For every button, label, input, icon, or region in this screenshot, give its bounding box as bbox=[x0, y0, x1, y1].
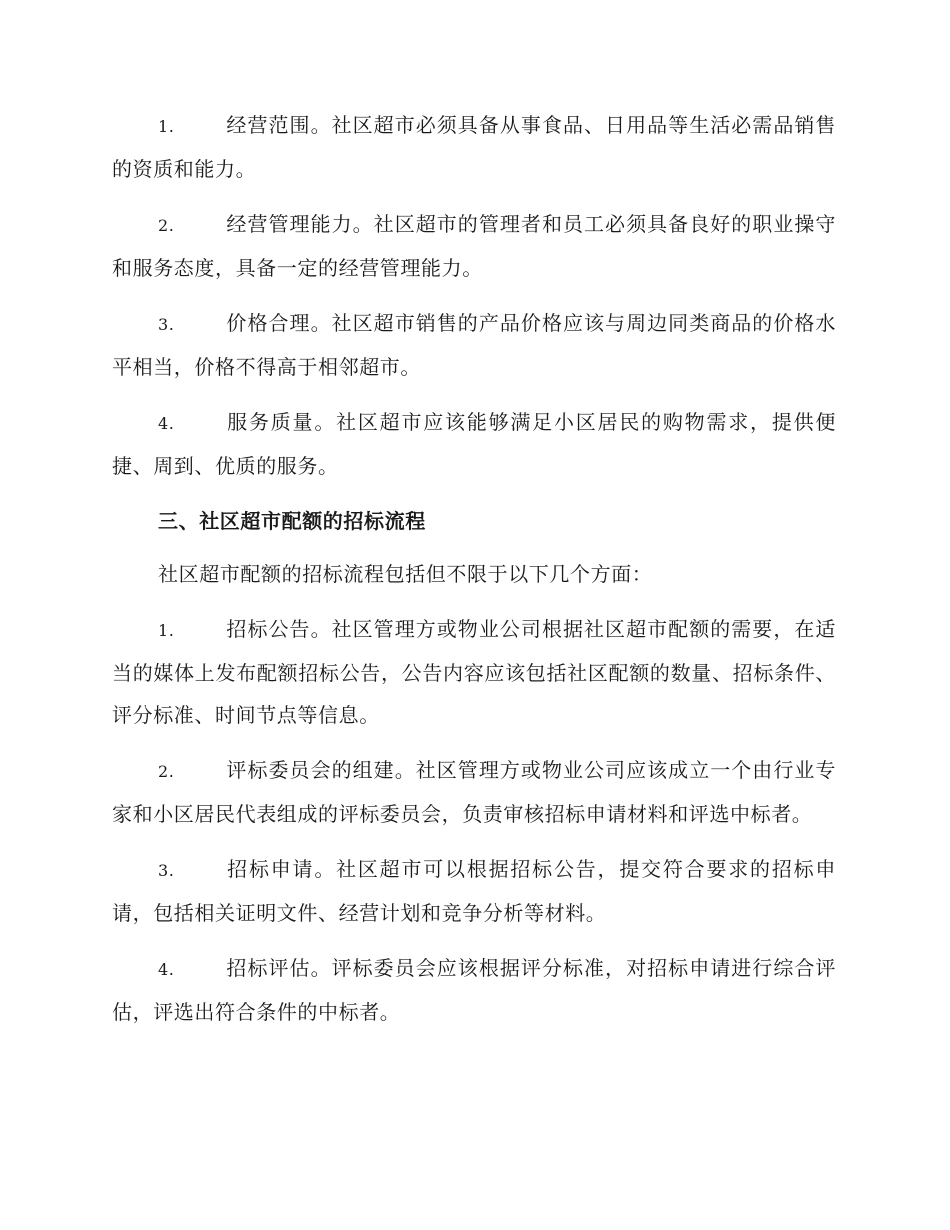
list-item-number: 3. bbox=[158, 861, 175, 880]
list-item-text: 价格合理。社区超市销售的产品价格应该与周边同类商品的价格水平相当，价格不得高于相邻超市。 bbox=[112, 311, 836, 379]
list-item-text: 服务质量。社区超市应该能够满足小区居民的购物需求，提供便捷、周到、优质的服务。 bbox=[112, 410, 836, 478]
section-heading: 三、社区超市配额的招标流程 bbox=[158, 509, 426, 533]
list-item bbox=[112, 203, 836, 289]
list-item-number: 4. bbox=[158, 414, 175, 433]
list-item bbox=[112, 608, 836, 736]
list-item-text: 招标评估。评标委员会应该根据评分标准，对招标申请进行综合评估，评选出符合条件的中标者。 bbox=[112, 956, 836, 1024]
section-intro: 社区超市配额的招标流程包括但不限于以下几个方面： bbox=[158, 562, 653, 586]
list-item-number: 2. bbox=[158, 216, 175, 235]
list-item-number: 1. bbox=[158, 117, 175, 136]
list-item bbox=[112, 401, 836, 487]
list-item-text: 经营管理能力。社区超市的管理者和员工必须具备良好的职业操守和服务态度，具备一定的经营管理能力。 bbox=[112, 212, 836, 280]
list-item bbox=[112, 104, 836, 190]
list-item-text: 评标委员会的组建。社区管理方或物业公司应该成立一个由行业专家和小区居民代表组成的评标委员会，负责审核招标申请材料和评选中标者。 bbox=[112, 758, 836, 826]
list-item-text: 招标公告。社区管理方或物业公司根据社区超市配额的需要，在适当的媒体上发布配额招标公告，公告内容应该包括社区配额的数量、招标条件、评分标准、时间节点等信息。 bbox=[112, 617, 836, 727]
list-item bbox=[112, 302, 836, 388]
list-item bbox=[112, 947, 836, 1033]
document-page bbox=[112, 104, 836, 1046]
list-item bbox=[112, 848, 836, 934]
list-item-text: 招标申请。社区超市可以根据招标公告，提交符合要求的招标申请，包括相关证明文件、经营计划和竞争分析等材料。 bbox=[112, 857, 836, 925]
list-item-number: 4. bbox=[158, 960, 175, 979]
list-item-number: 3. bbox=[158, 315, 175, 334]
list-item bbox=[112, 749, 836, 835]
list-item-text: 经营范围。社区超市必须具备从事食品、日用品等生活必需品销售的资质和能力。 bbox=[112, 113, 836, 181]
list-item-number: 1. bbox=[158, 621, 175, 640]
list-item-number: 2. bbox=[158, 762, 175, 781]
